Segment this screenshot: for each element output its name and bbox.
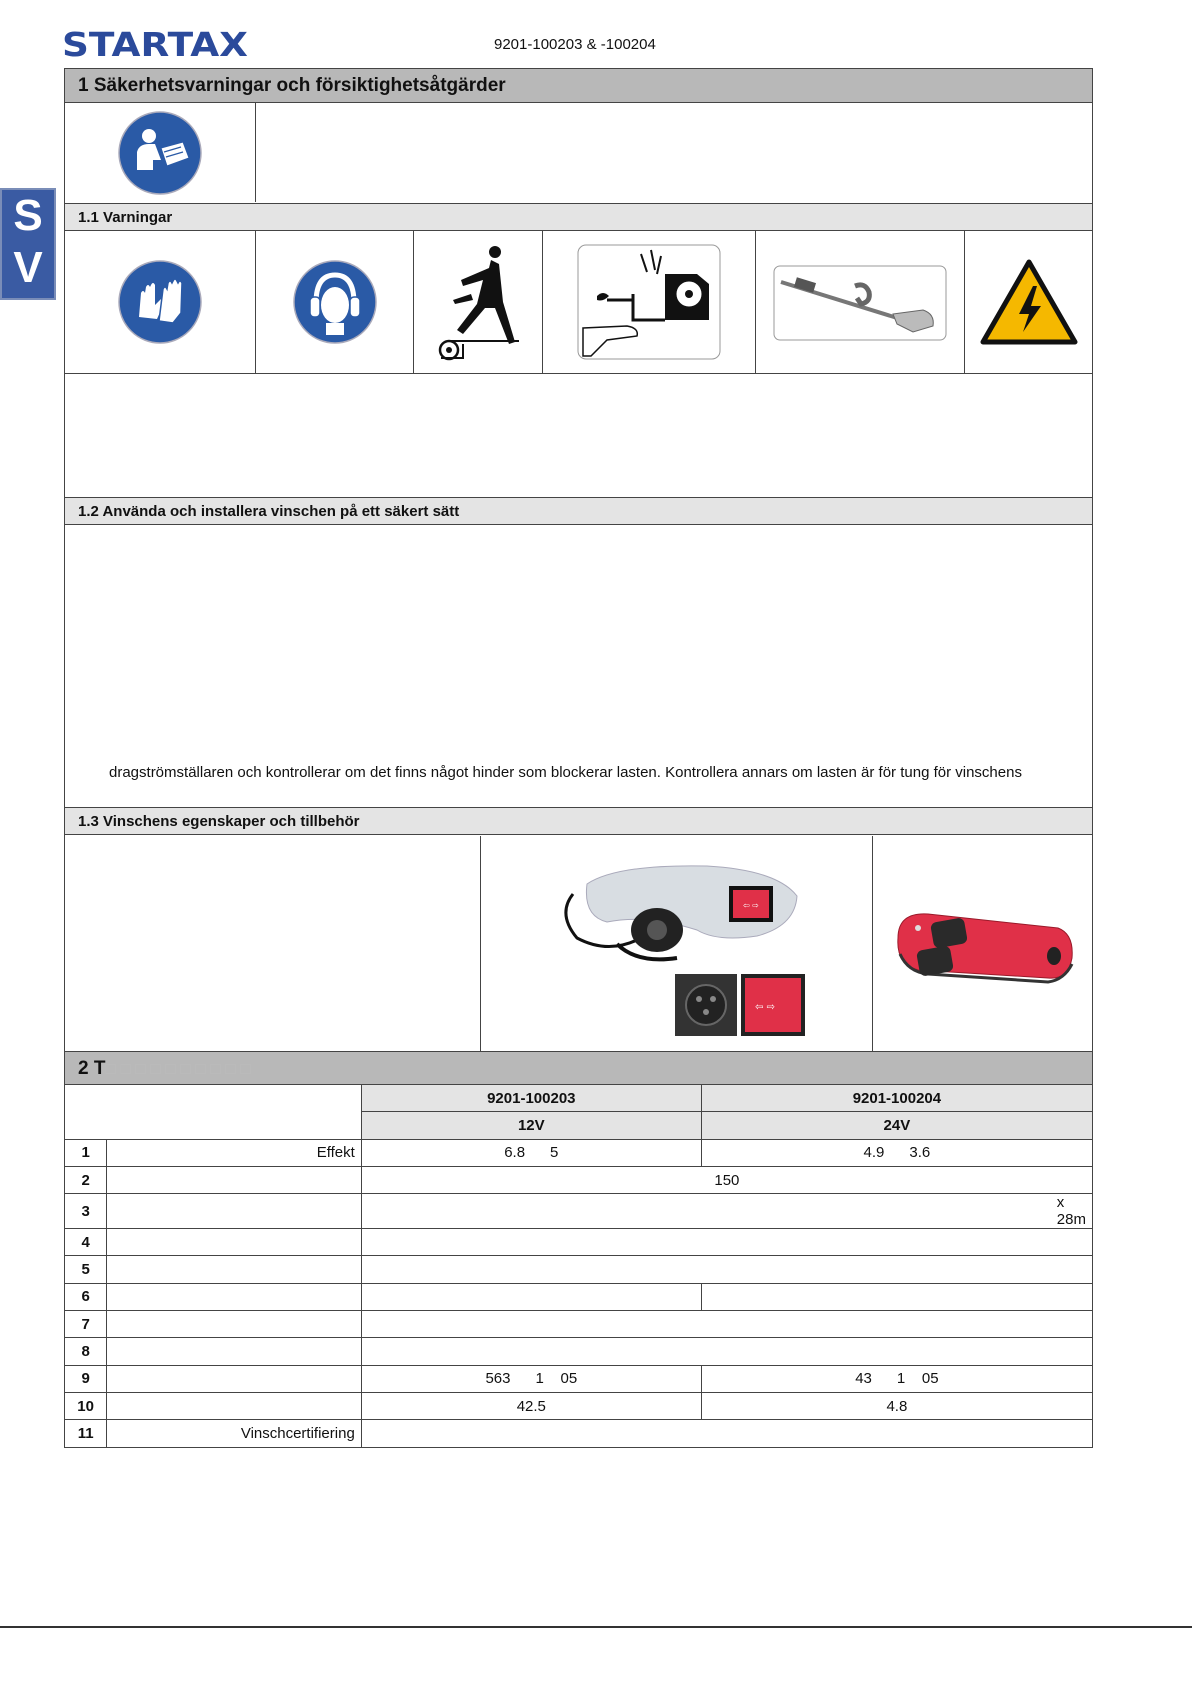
table-row [65, 1194, 1093, 1229]
row-value: x 28m [361, 1194, 1092, 1229]
row-number: 1 [65, 1139, 107, 1166]
section-1-heading: 1 Säkerhetsvarningar och försiktighetsåtgärder [65, 69, 1092, 103]
row-value-a: 6.8 5 [361, 1139, 701, 1166]
column-header-1: 9201-100203 [361, 1085, 701, 1112]
row-value-a: 563 1 05 [361, 1365, 701, 1392]
language-tab [0, 188, 56, 300]
row-value-b: 4.9 3.6 [701, 1139, 1092, 1166]
manual-row [65, 103, 1092, 202]
row-label: Vinschcertifiering [107, 1420, 362, 1447]
warning-icons-row [65, 231, 1092, 374]
section-1-2-heading: 1.2 Använda och installera vinschen på ett säkert sätt [65, 498, 1092, 525]
language-letter-2: V [13, 243, 43, 292]
row-value [361, 1256, 1092, 1283]
row-number: 8 [65, 1338, 107, 1365]
section-1-2-text: dragströmställaren och kontrollerar om det finns något hinder som blockerar lasten. Kontrollera annars om lasten är för tung för vinschens [109, 764, 1022, 781]
row-label [107, 1166, 362, 1193]
table-row [65, 1365, 1093, 1392]
row-value-a [361, 1283, 701, 1310]
row-value-b: 4.8 [701, 1392, 1092, 1419]
section-2-missing-glyphs: □ □ □ □ □ □ □ □ □ □ [105, 1059, 251, 1078]
language-letter-1: S [13, 191, 43, 240]
table-row [65, 1311, 1093, 1338]
table-row [65, 1139, 1093, 1166]
row-number: 5 [65, 1256, 107, 1283]
table-row [65, 1338, 1093, 1365]
gloves-icon [65, 231, 255, 373]
column-header-2: 9201-100204 [701, 1085, 1092, 1112]
electrical-hazard-icon [965, 231, 1092, 373]
wireless-remote-control-image [873, 836, 1092, 1052]
table-row [65, 1256, 1093, 1283]
row-label [107, 1256, 362, 1283]
entanglement-hazard-icon [414, 231, 542, 373]
table-row [65, 1283, 1093, 1310]
read-manual-icon [65, 103, 255, 202]
table-row [65, 1420, 1093, 1447]
row-number: 6 [65, 1283, 107, 1310]
footer-divider [0, 1626, 1192, 1628]
hand-crush-hazard-icon [543, 231, 755, 373]
table-row [65, 1392, 1093, 1419]
row-number: 11 [65, 1420, 107, 1447]
voltage-1: 12V [361, 1112, 701, 1139]
table-corner-cell [65, 1085, 362, 1140]
brand-text: STARTAX [62, 28, 248, 60]
row-label [107, 1311, 362, 1338]
row-label [107, 1365, 362, 1392]
section-2-heading [64, 1051, 1093, 1085]
table-header-row [65, 1085, 1093, 1112]
row-label [107, 1338, 362, 1365]
row-value-b [701, 1283, 1092, 1310]
row-value: 150 [361, 1166, 1092, 1193]
wired-remote-control-image [481, 836, 872, 1052]
safety-sections-frame [64, 68, 1093, 1052]
row-number: 9 [65, 1365, 107, 1392]
row-label [107, 1194, 362, 1229]
row-value [361, 1338, 1092, 1365]
svg-text:⇦ ⇨: ⇦ ⇨ [742, 901, 759, 910]
row-label [107, 1283, 362, 1310]
table-row [65, 1166, 1093, 1193]
table-row [65, 1229, 1093, 1256]
row-value [361, 1420, 1092, 1447]
row-number: 4 [65, 1229, 107, 1256]
document-number: 9201-100203 & -100204 [494, 36, 656, 53]
row-number: 3 [65, 1194, 107, 1229]
row-value [361, 1311, 1092, 1338]
specifications-table [64, 1084, 1093, 1448]
row-label [107, 1229, 362, 1256]
row-label [107, 1392, 362, 1419]
svg-text:⇦ ⇨: ⇦ ⇨ [754, 1002, 775, 1013]
row-value-b: 43 1 05 [701, 1365, 1092, 1392]
accessories-row [65, 836, 1092, 1052]
row-value [361, 1229, 1092, 1256]
row-label: Effekt [107, 1139, 362, 1166]
row-number: 2 [65, 1166, 107, 1193]
section-1-3-heading: 1.3 Vinschens egenskaper och tillbehör [65, 808, 1092, 835]
section-1-1-heading: 1.1 Varningar [65, 203, 1092, 231]
section-2-title: 2 T [78, 1058, 106, 1079]
row-number: 10 [65, 1392, 107, 1419]
voltage-2: 24V [701, 1112, 1092, 1139]
ear-protection-icon [256, 231, 413, 373]
row-number: 7 [65, 1311, 107, 1338]
hook-hand-icon [756, 231, 964, 373]
startax-logo [62, 28, 250, 60]
row-value-a: 42.5 [361, 1392, 701, 1419]
